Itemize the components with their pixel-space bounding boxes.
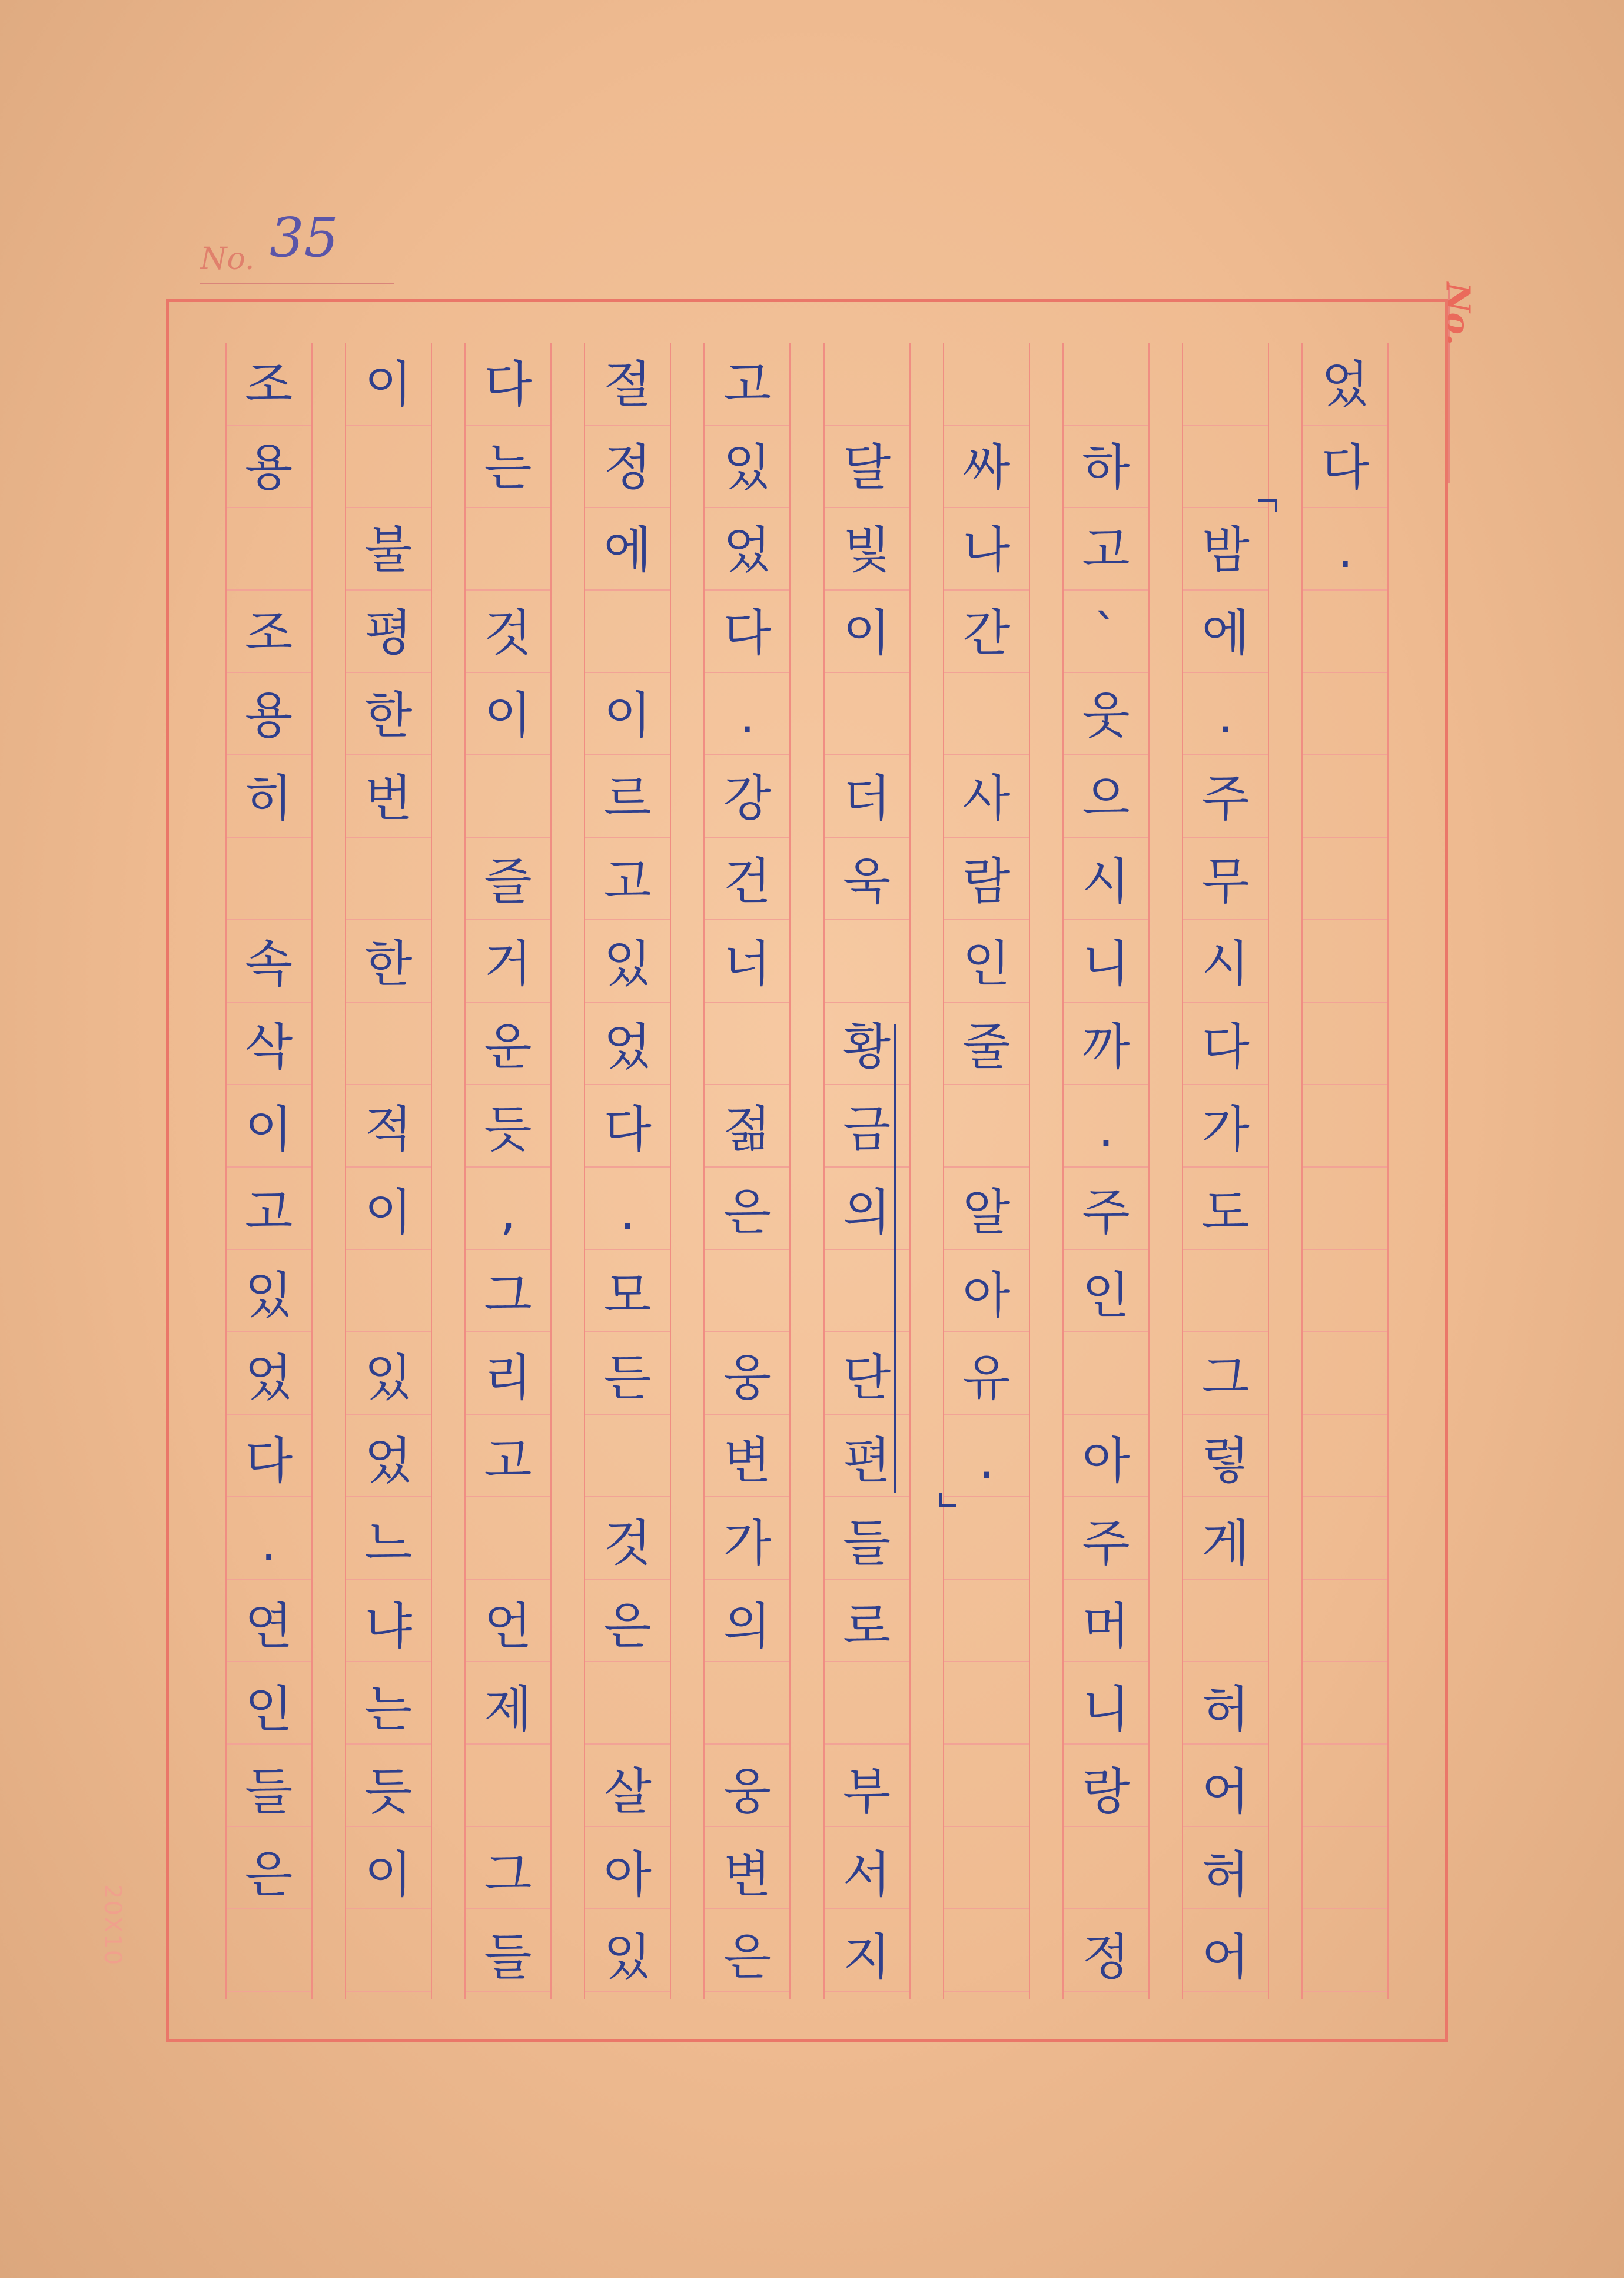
manuscript-cell: 있	[603, 1928, 652, 1987]
manuscript-cell: 적	[364, 1100, 413, 1159]
manuscript-column	[703, 343, 791, 1999]
manuscript-cell	[1303, 674, 1387, 757]
manuscript-cell: .	[619, 1183, 636, 1241]
manuscript-cell: 한	[364, 687, 413, 745]
manuscript-cell: 단	[843, 1349, 891, 1407]
page-number-prefix: No.	[200, 241, 255, 277]
manuscript-column	[943, 343, 1030, 1999]
manuscript-column	[1182, 343, 1269, 1999]
manuscript-cell: 달	[843, 438, 891, 496]
paper-size-code: 20X10	[99, 1884, 126, 1967]
manuscript-cell: 가	[723, 1514, 771, 1573]
manuscript-cell: 인	[1082, 1266, 1130, 1324]
manuscript-cell	[1303, 1668, 1387, 1750]
manuscript-cell	[346, 426, 431, 509]
manuscript-cell: 는	[484, 438, 532, 496]
manuscript-cell	[944, 1833, 1029, 1916]
manuscript-cell: 으	[1082, 770, 1130, 827]
manuscript-cell: 에	[1201, 604, 1250, 662]
manuscript-cell: 들	[245, 1763, 293, 1821]
manuscript-cell: 빛	[843, 521, 891, 579]
manuscript-column	[225, 343, 313, 1999]
manuscript-cell: 운	[484, 1017, 532, 1076]
manuscript-cell: .	[1098, 1100, 1114, 1159]
manuscript-cell: 더	[843, 770, 891, 827]
manuscript-cell: 편	[843, 1431, 891, 1490]
manuscript-cell: 다	[1201, 1017, 1250, 1076]
manuscript-cell	[944, 1916, 1029, 1998]
manuscript-column	[1062, 343, 1150, 1999]
manuscript-cell: 조	[245, 356, 293, 413]
manuscript-cell	[825, 674, 909, 757]
manuscript-cell	[825, 343, 909, 426]
manuscript-cell: 람	[962, 852, 1011, 910]
manuscript-cell	[346, 1006, 431, 1088]
manuscript-cell: 히	[245, 770, 293, 827]
manuscript-cell	[944, 1668, 1029, 1750]
manuscript-cell: 가	[1201, 1100, 1250, 1159]
manuscript-cell: 듯	[484, 1100, 532, 1159]
manuscript-cell: 있	[245, 1266, 293, 1324]
manuscript-cell: 있	[364, 1349, 413, 1407]
manuscript-cell: 느	[364, 1514, 413, 1573]
manuscript-cell: 은	[245, 1845, 293, 1904]
manuscript-cell: 밤	[1201, 521, 1250, 579]
manuscript-cell	[1303, 1833, 1387, 1916]
page-number	[200, 206, 394, 284]
manuscript-cell	[1064, 343, 1148, 426]
manuscript-column	[1301, 343, 1389, 1999]
manuscript-cell: .	[261, 1514, 277, 1573]
manuscript-cell: 한	[364, 935, 413, 993]
manuscript-cell: 제	[484, 1680, 532, 1738]
manuscript-cell: 부	[843, 1763, 891, 1821]
manuscript-cell: 연	[245, 1597, 293, 1655]
manuscript-cell: 속	[245, 935, 293, 993]
manuscript-cell: 건	[723, 852, 771, 910]
manuscript-cell	[1064, 1337, 1148, 1419]
manuscript-cell: 즐	[484, 852, 532, 910]
manuscript-cell	[944, 343, 1029, 426]
manuscript-cell: 아	[962, 1266, 1011, 1324]
manuscript-cell: 웅	[723, 1349, 771, 1407]
manuscript-grid	[209, 343, 1405, 1999]
manuscript-cell: 은	[603, 1597, 652, 1655]
manuscript-cell	[585, 592, 670, 674]
manuscript-cell: 하	[1082, 438, 1130, 496]
manuscript-cell: 고	[1082, 521, 1130, 579]
manuscript-cell: 나	[962, 521, 1011, 579]
manuscript-cell	[705, 1668, 789, 1750]
manuscript-cell	[705, 1254, 789, 1337]
manuscript-cell: 었	[245, 1349, 293, 1407]
manuscript-cell	[1303, 1916, 1387, 1998]
manuscript-cell: 그	[484, 1266, 532, 1324]
manuscript-cell	[944, 1502, 1029, 1584]
manuscript-cell	[944, 674, 1029, 757]
manuscript-cell: 허	[1201, 1845, 1250, 1904]
manuscript-cell: 어	[1201, 1763, 1250, 1821]
manuscript-cell: 불	[364, 521, 413, 579]
manuscript-cell: 주	[1082, 1514, 1130, 1573]
manuscript-cell: 젊	[723, 1100, 771, 1159]
manuscript-cell	[944, 1585, 1029, 1667]
manuscript-cell: 에	[603, 521, 652, 579]
manuscript-cell: 고	[245, 1183, 293, 1241]
pen-corner-mark-2	[939, 1504, 956, 1507]
manuscript-cell: 아	[1082, 1431, 1130, 1490]
manuscript-cell: 아	[603, 1845, 652, 1904]
manuscript-cell	[585, 1668, 670, 1750]
manuscript-cell: 고	[603, 852, 652, 910]
manuscript-cell: 듯	[364, 1763, 413, 1821]
manuscript-cell: `	[1094, 604, 1118, 662]
manuscript-cell	[1303, 1502, 1387, 1584]
manuscript-cell: 리	[484, 1349, 532, 1407]
manuscript-column	[584, 343, 671, 1999]
manuscript-cell	[1183, 426, 1268, 509]
manuscript-cell	[227, 1916, 311, 1998]
page-number-value: 35	[270, 206, 339, 269]
manuscript-cell: 변	[723, 1431, 771, 1490]
manuscript-cell	[1303, 1337, 1387, 1419]
manuscript-cell: .	[1337, 521, 1353, 579]
manuscript-cell: 있	[723, 438, 771, 496]
manuscript-cell	[1303, 840, 1387, 923]
manuscript-cell: 이	[364, 356, 413, 413]
manuscript-cell	[227, 840, 311, 923]
manuscript-cell: 알	[962, 1183, 1011, 1241]
manuscript-cell: 니	[1082, 1680, 1130, 1738]
manuscript-cell: 싸	[962, 438, 1011, 496]
manuscript-cell: 주	[1201, 770, 1250, 827]
pen-vertical-mark	[894, 1024, 896, 1493]
manuscript-cell	[466, 1750, 550, 1833]
manuscript-cell: 무	[1201, 852, 1250, 910]
manuscript-cell: 사	[962, 770, 1011, 827]
manuscript-cell: 너	[723, 935, 771, 993]
manuscript-cell: 의	[843, 1183, 891, 1241]
manuscript-cell: 줄	[962, 1017, 1011, 1076]
manuscript-cell: 인	[245, 1680, 293, 1738]
corner-no-mark	[1438, 282, 1515, 483]
manuscript-cell	[1303, 757, 1387, 840]
manuscript-cell	[944, 1750, 1029, 1833]
manuscript-cell: 의	[723, 1597, 771, 1655]
manuscript-cell	[585, 1420, 670, 1502]
manuscript-cell: 었	[1321, 356, 1369, 413]
manuscript-column	[823, 343, 911, 1999]
manuscript-cell: 이	[364, 1183, 413, 1241]
manuscript-cell: 고	[484, 1431, 532, 1490]
manuscript-cell	[1303, 592, 1387, 674]
manuscript-cell: 언	[484, 1597, 532, 1655]
manuscript-cell	[466, 509, 550, 591]
manuscript-cell	[1064, 1833, 1148, 1916]
manuscript-cell: 것	[603, 1514, 652, 1573]
manuscript-cell: 주	[1082, 1183, 1130, 1241]
manuscript-cell: 용	[245, 687, 293, 745]
manuscript-cell: 어	[1201, 1928, 1250, 1987]
manuscript-cell: 서	[843, 1845, 891, 1904]
manuscript-column	[345, 343, 432, 1999]
manuscript-cell: 었	[723, 521, 771, 579]
manuscript-cell: 용	[245, 438, 293, 496]
manuscript-cell	[944, 1088, 1029, 1170]
manuscript-cell: 허	[1201, 1680, 1250, 1738]
manuscript-cell	[1303, 1171, 1387, 1254]
manuscript-cell	[1303, 1088, 1387, 1170]
manuscript-cell: 황	[843, 1017, 891, 1076]
manuscript-cell: 다	[484, 356, 532, 413]
manuscript-cell	[1303, 1585, 1387, 1667]
manuscript-cell: 삭	[245, 1017, 293, 1076]
manuscript-cell: .	[978, 1431, 995, 1490]
manuscript-cell	[1303, 1420, 1387, 1502]
manuscript-cell: 머	[1082, 1597, 1130, 1655]
manuscript-cell: 다	[723, 604, 771, 662]
manuscript-cell	[346, 1254, 431, 1337]
manuscript-cell: 욱	[843, 852, 891, 910]
manuscript-cell	[825, 923, 909, 1005]
manuscript-cell: 이	[484, 687, 532, 745]
manuscript-cell: 번	[364, 770, 413, 827]
manuscript-cell	[1183, 1254, 1268, 1337]
manuscript-cell: 거	[484, 935, 532, 993]
manuscript-cell: 랑	[1082, 1763, 1130, 1821]
manuscript-cell: 은	[723, 1928, 771, 1987]
manuscript-cell: .	[1217, 687, 1234, 745]
manuscript-cell	[825, 1254, 909, 1337]
manuscript-cell	[1183, 343, 1268, 426]
manuscript-cell: 었	[364, 1431, 413, 1490]
manuscript-cell	[1303, 1750, 1387, 1833]
manuscript-cell	[466, 757, 550, 840]
manuscript-cell: 조	[245, 604, 293, 662]
manuscript-cell: 그	[484, 1845, 532, 1904]
manuscript-cell	[1303, 1006, 1387, 1088]
manuscript-cell	[346, 1916, 431, 1998]
manuscript-cell: 인	[962, 935, 1011, 993]
manuscript-cell: ,	[500, 1183, 516, 1241]
manuscript-cell: 시	[1082, 852, 1130, 910]
manuscript-cell: 절	[603, 356, 652, 413]
manuscript-cell: 로	[843, 1597, 891, 1655]
manuscript-cell: 웅	[723, 1763, 771, 1821]
manuscript-cell: 모	[603, 1266, 652, 1324]
manuscript-cell: 들	[843, 1514, 891, 1573]
manuscript-cell: .	[739, 687, 755, 745]
manuscript-cell: 도	[1201, 1183, 1250, 1241]
manuscript-cell: 변	[723, 1845, 771, 1904]
manuscript-cell: 이	[364, 1845, 413, 1904]
manuscript-cell	[466, 1502, 550, 1584]
manuscript-cell: 금	[843, 1100, 891, 1159]
manuscript-cell	[1303, 923, 1387, 1005]
pen-open-quote-mark	[1258, 499, 1276, 502]
manuscript-cell: 까	[1082, 1017, 1130, 1076]
manuscript-cell: 냐	[364, 1597, 413, 1655]
manuscript-cell: 시	[1201, 935, 1250, 993]
manuscript-cell: 이	[245, 1100, 293, 1159]
manuscript-cell: 지	[843, 1928, 891, 1987]
corner-no-label: No.	[1438, 282, 1477, 346]
manuscript-cell	[1303, 1254, 1387, 1337]
manuscript-cell: 든	[603, 1349, 652, 1407]
manuscript-cell: 그	[1201, 1349, 1250, 1407]
manuscript-cell	[825, 1668, 909, 1750]
manuscript-cell: 평	[364, 604, 413, 662]
manuscript-column	[464, 343, 552, 1999]
manuscript-cell: 고	[723, 356, 771, 413]
manuscript-cell: 간	[962, 604, 1011, 662]
pen-open-quote-mark-2	[1275, 499, 1277, 512]
manuscript-frame	[166, 299, 1448, 2042]
manuscript-cell: 은	[723, 1183, 771, 1241]
manuscript-cell: 었	[603, 1017, 652, 1076]
manuscript-cell	[346, 840, 431, 923]
manuscript-cell: 게	[1201, 1514, 1250, 1573]
manuscript-cell: 있	[603, 935, 652, 993]
manuscript-cell: 르	[603, 770, 652, 827]
manuscript-cell: 정	[1082, 1928, 1130, 1987]
manuscript-cell: 렇	[1201, 1431, 1250, 1490]
manuscript-cell: 유	[962, 1349, 1011, 1407]
manuscript-cell: 살	[603, 1763, 652, 1821]
manuscript-cell: 이	[603, 687, 652, 745]
manuscript-cell: 다	[603, 1100, 652, 1159]
manuscript-cell: 정	[603, 438, 652, 496]
manuscript-cell: 다	[245, 1431, 293, 1490]
manuscript-cell	[227, 509, 311, 591]
manuscript-cell: 는	[364, 1680, 413, 1738]
pen-corner-mark	[939, 1493, 942, 1506]
manuscript-cell: 니	[1082, 935, 1130, 993]
manuscript-cell: 웃	[1082, 687, 1130, 745]
manuscript-cell: 다	[1321, 438, 1369, 496]
manuscript-cell: 것	[484, 604, 532, 662]
manuscript-cell: 이	[843, 604, 891, 662]
manuscript-cell: 들	[484, 1928, 532, 1987]
manuscript-cell	[705, 1006, 789, 1088]
manuscript-cell	[1183, 1585, 1268, 1667]
manuscript-cell: 강	[723, 770, 771, 827]
